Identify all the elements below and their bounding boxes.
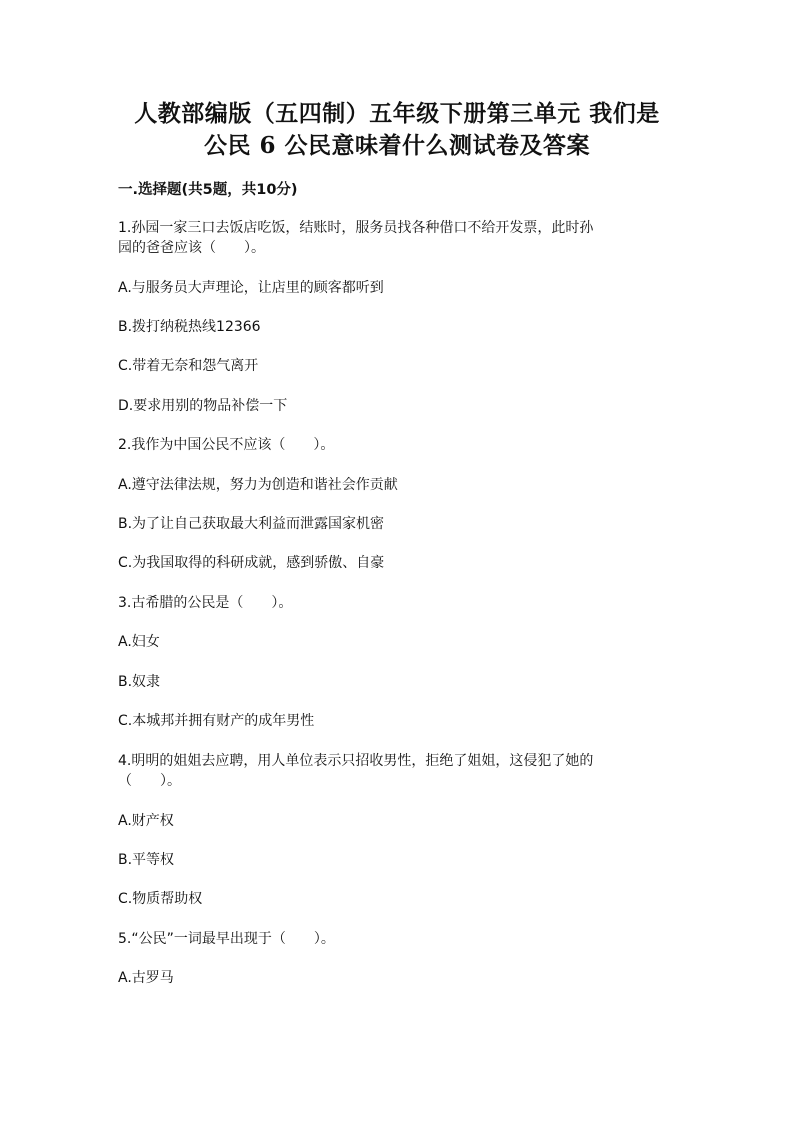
- question-4-option-a: A.财产权: [118, 813, 174, 829]
- document-title-line-2: 公民 6 公民意味着什么测试卷及答案: [203, 132, 591, 159]
- question-2-stem: 2.我作为中国公民不应该（ ）。: [118, 437, 335, 453]
- question-1-option-a: A.与服务员大声理论，让店里的顾客都听到: [118, 280, 384, 296]
- question-5-option-a: A.古罗马: [118, 970, 174, 986]
- question-1-stem-line-1: 1.孙园一家三口去饭店吃饭，结账时，服务员找各种借口不给开发票，此时孙: [118, 220, 594, 236]
- question-2-option-a: A.遵守法律法规，努力为创造和谐社会作贡献: [118, 477, 398, 493]
- question-4-option-b: B.平等权: [118, 852, 175, 868]
- question-1-stem-line-2: 园的爸爸应该（ ）。: [118, 240, 265, 256]
- question-3-option-c: C.本城邦并拥有财产的成年男性: [118, 713, 315, 729]
- question-2-option-c: C.为我国取得的科研成就，感到骄傲、自豪: [118, 555, 385, 571]
- question-4-stem-line-2: （ ）。: [118, 773, 181, 789]
- question-2-option-b: B.为了让自己获取最大利益而泄露国家机密: [118, 516, 385, 532]
- question-1-option-b: B.拨打纳税热线12366: [118, 319, 261, 335]
- question-1-option-d: D.要求用别的物品补偿一下: [118, 398, 288, 414]
- question-3-option-a: A.妇女: [118, 634, 160, 650]
- document-title-line-1: 人教部编版（五四制）五年级下册第三单元 我们是: [134, 100, 660, 127]
- section-heading: 一.选择题(共5题，共10分): [118, 182, 298, 198]
- question-3-stem: 3.古希腊的公民是（ ）。: [118, 595, 293, 611]
- question-5-stem: 5.“公民”一词最早出现于（ ）。: [118, 931, 335, 947]
- question-3-option-b: B.奴隶: [118, 674, 161, 690]
- question-4-stem-line-1: 4.明明的姐姐去应聘，用人单位表示只招收男性，拒绝了姐姐，这侵犯了她的: [118, 753, 594, 769]
- question-4-option-c: C.物质帮助权: [118, 891, 203, 907]
- question-1-option-c: C.带着无奈和怨气离开: [118, 358, 259, 374]
